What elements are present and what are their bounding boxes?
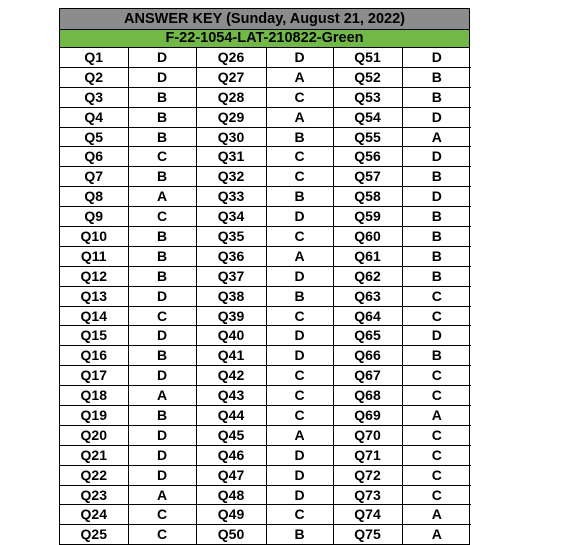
- table-row: [60, 127, 471, 147]
- answer-value: B: [128, 266, 196, 286]
- answer-value: A: [266, 107, 333, 127]
- paper-code: F-22-1054-LAT-210822-Green: [60, 30, 469, 48]
- question-number: Q58: [333, 187, 402, 207]
- answer-value: C: [402, 286, 471, 306]
- answer-value: D: [402, 187, 471, 207]
- table-row: [60, 87, 471, 107]
- question-number: Q21: [60, 445, 128, 465]
- question-number: Q36: [196, 246, 266, 266]
- table-row: [60, 406, 471, 426]
- answer-value: D: [266, 465, 333, 485]
- question-number: Q20: [60, 425, 128, 445]
- answer-value: D: [128, 67, 196, 87]
- answer-value: D: [128, 445, 196, 465]
- question-number: Q32: [196, 167, 266, 187]
- question-number: Q14: [60, 306, 128, 326]
- answer-value: C: [402, 386, 471, 406]
- answer-value: D: [402, 147, 471, 167]
- question-number: Q7: [60, 167, 128, 187]
- answer-value: B: [402, 346, 471, 366]
- question-number: Q18: [60, 386, 128, 406]
- question-number: Q56: [333, 147, 402, 167]
- question-number: Q24: [60, 505, 128, 525]
- answer-value: C: [402, 445, 471, 465]
- question-number: Q62: [333, 266, 402, 286]
- answer-value: B: [266, 187, 333, 207]
- answer-value: A: [402, 406, 471, 426]
- answer-value: C: [266, 167, 333, 187]
- answer-value: C: [402, 366, 471, 386]
- table-row: [60, 326, 471, 346]
- question-number: Q74: [333, 505, 402, 525]
- question-number: Q53: [333, 87, 402, 107]
- answer-value: D: [266, 266, 333, 286]
- question-number: Q26: [196, 48, 266, 67]
- question-number: Q69: [333, 406, 402, 426]
- table-row: [60, 207, 471, 227]
- question-number: Q64: [333, 306, 402, 326]
- answer-value: D: [128, 326, 196, 346]
- answer-value: A: [402, 127, 471, 147]
- answer-value: C: [128, 505, 196, 525]
- answer-value: C: [266, 227, 333, 247]
- answer-value: C: [402, 425, 471, 445]
- answer-value: A: [128, 187, 196, 207]
- question-number: Q6: [60, 147, 128, 167]
- answer-value: C: [128, 147, 196, 167]
- answer-value: C: [402, 485, 471, 505]
- answer-value: D: [266, 485, 333, 505]
- answer-value: B: [402, 246, 471, 266]
- table-row: [60, 505, 471, 525]
- question-number: Q54: [333, 107, 402, 127]
- question-number: Q55: [333, 127, 402, 147]
- answer-value: B: [266, 525, 333, 544]
- answer-value: D: [128, 425, 196, 445]
- table-row: [60, 107, 471, 127]
- answer-value: D: [128, 465, 196, 485]
- question-number: Q13: [60, 286, 128, 306]
- answer-value: C: [128, 525, 196, 544]
- question-number: Q51: [333, 48, 402, 67]
- question-number: Q66: [333, 346, 402, 366]
- answer-value: C: [266, 406, 333, 426]
- table-row: [60, 465, 471, 485]
- answer-value: B: [128, 167, 196, 187]
- answer-value: D: [266, 48, 333, 67]
- question-number: Q12: [60, 266, 128, 286]
- answer-value: A: [128, 386, 196, 406]
- answer-value: A: [266, 425, 333, 445]
- question-number: Q4: [60, 107, 128, 127]
- table-row: [60, 366, 471, 386]
- question-number: Q31: [196, 147, 266, 167]
- answer-value: D: [128, 48, 196, 67]
- answer-value: B: [402, 227, 471, 247]
- question-number: Q45: [196, 425, 266, 445]
- question-number: Q57: [333, 167, 402, 187]
- question-number: Q65: [333, 326, 402, 346]
- answer-key-title: ANSWER KEY (Sunday, August 21, 2022): [60, 9, 469, 30]
- question-number: Q41: [196, 346, 266, 366]
- question-number: Q42: [196, 366, 266, 386]
- answer-value: C: [128, 207, 196, 227]
- question-number: Q73: [333, 485, 402, 505]
- answer-value: B: [128, 127, 196, 147]
- answer-value: C: [266, 306, 333, 326]
- answer-value: C: [402, 465, 471, 485]
- question-number: Q72: [333, 465, 402, 485]
- answer-value: D: [266, 445, 333, 465]
- answer-value: B: [402, 266, 471, 286]
- table-row: [60, 525, 471, 544]
- table-row: [60, 425, 471, 445]
- answer-value: B: [266, 127, 333, 147]
- answer-value: D: [402, 326, 471, 346]
- answer-value: C: [266, 147, 333, 167]
- question-number: Q2: [60, 67, 128, 87]
- table-row: [60, 187, 471, 207]
- question-number: Q33: [196, 187, 266, 207]
- question-number: Q15: [60, 326, 128, 346]
- answer-value: D: [266, 346, 333, 366]
- table-row: [60, 147, 471, 167]
- question-number: Q71: [333, 445, 402, 465]
- answer-value: B: [128, 246, 196, 266]
- answer-value: B: [402, 167, 471, 187]
- answer-value: A: [431, 526, 442, 543]
- table-row: [60, 286, 471, 306]
- question-number: Q60: [333, 227, 402, 247]
- answer-value: A: [266, 246, 333, 266]
- question-number: Q19: [60, 406, 128, 426]
- table-row: [60, 485, 471, 505]
- question-number: Q9: [60, 207, 128, 227]
- answer-value: A: [128, 485, 196, 505]
- table-row: [60, 246, 471, 266]
- question-number: Q75: [333, 525, 402, 544]
- question-number: Q48: [196, 485, 266, 505]
- answer-value: B: [128, 346, 196, 366]
- answer-value: B: [266, 286, 333, 306]
- question-number: Q28: [196, 87, 266, 107]
- question-number: Q11: [60, 246, 128, 266]
- question-number: Q10: [60, 227, 128, 247]
- question-number: Q3: [60, 87, 128, 107]
- answer-value: C: [266, 366, 333, 386]
- answer-value: B: [402, 67, 471, 87]
- answer-value: A: [266, 67, 333, 87]
- answer-table-body: [60, 48, 471, 544]
- answer-value: A: [402, 505, 471, 525]
- question-number: Q59: [333, 207, 402, 227]
- question-number: Q5: [60, 127, 128, 147]
- question-number: Q46: [196, 445, 266, 465]
- answer-value: C: [266, 87, 333, 107]
- answer-value: B: [402, 207, 471, 227]
- question-number: Q34: [196, 207, 266, 227]
- question-number: Q43: [196, 386, 266, 406]
- answer-value: D: [128, 286, 196, 306]
- table-row: [60, 67, 471, 87]
- answer-value: D: [128, 366, 196, 386]
- question-number: Q40: [196, 326, 266, 346]
- answer-value: C: [402, 306, 471, 326]
- question-number: Q50: [196, 525, 266, 544]
- answer-value: C: [266, 505, 333, 525]
- table-row: [60, 227, 471, 247]
- question-number: Q30: [196, 127, 266, 147]
- table-row: [60, 386, 471, 406]
- question-number: Q16: [60, 346, 128, 366]
- answer-value: B: [128, 87, 196, 107]
- table-row: [60, 167, 471, 187]
- question-number: Q27: [196, 67, 266, 87]
- question-number: Q49: [196, 505, 266, 525]
- question-number: Q8: [60, 187, 128, 207]
- question-number: Q29: [196, 107, 266, 127]
- question-number: Q39: [196, 306, 266, 326]
- question-number: Q1: [60, 48, 128, 67]
- answer-value: C: [266, 386, 333, 406]
- question-number: Q44: [196, 406, 266, 426]
- question-number: Q23: [60, 485, 128, 505]
- table-row: [60, 445, 471, 465]
- question-number: Q37: [196, 266, 266, 286]
- question-number: Q35: [196, 227, 266, 247]
- question-number: Q52: [333, 67, 402, 87]
- table-row: [60, 266, 471, 286]
- answer-value: B: [128, 107, 196, 127]
- answer-value: D: [402, 107, 471, 127]
- answer-value: C: [128, 306, 196, 326]
- answer-key-sheet: [59, 8, 470, 545]
- table-row: [60, 306, 471, 326]
- question-number: Q22: [60, 465, 128, 485]
- table-row: [60, 346, 471, 366]
- question-number: Q67: [333, 366, 402, 386]
- answer-value: D: [266, 326, 333, 346]
- question-number: Q63: [333, 286, 402, 306]
- question-number: Q38: [196, 286, 266, 306]
- question-number: Q25: [60, 525, 128, 544]
- answer-value: B: [128, 227, 196, 247]
- answer-value: D: [402, 48, 471, 67]
- question-number: Q47: [196, 465, 266, 485]
- answer-value: B: [128, 406, 196, 426]
- question-number: Q70: [333, 425, 402, 445]
- question-number: Q68: [333, 386, 402, 406]
- question-number: Q61: [333, 246, 402, 266]
- question-number: Q17: [60, 366, 128, 386]
- answer-table: [60, 48, 471, 544]
- answer-value: D: [266, 207, 333, 227]
- table-row: [60, 48, 471, 67]
- answer-value: B: [402, 87, 471, 107]
